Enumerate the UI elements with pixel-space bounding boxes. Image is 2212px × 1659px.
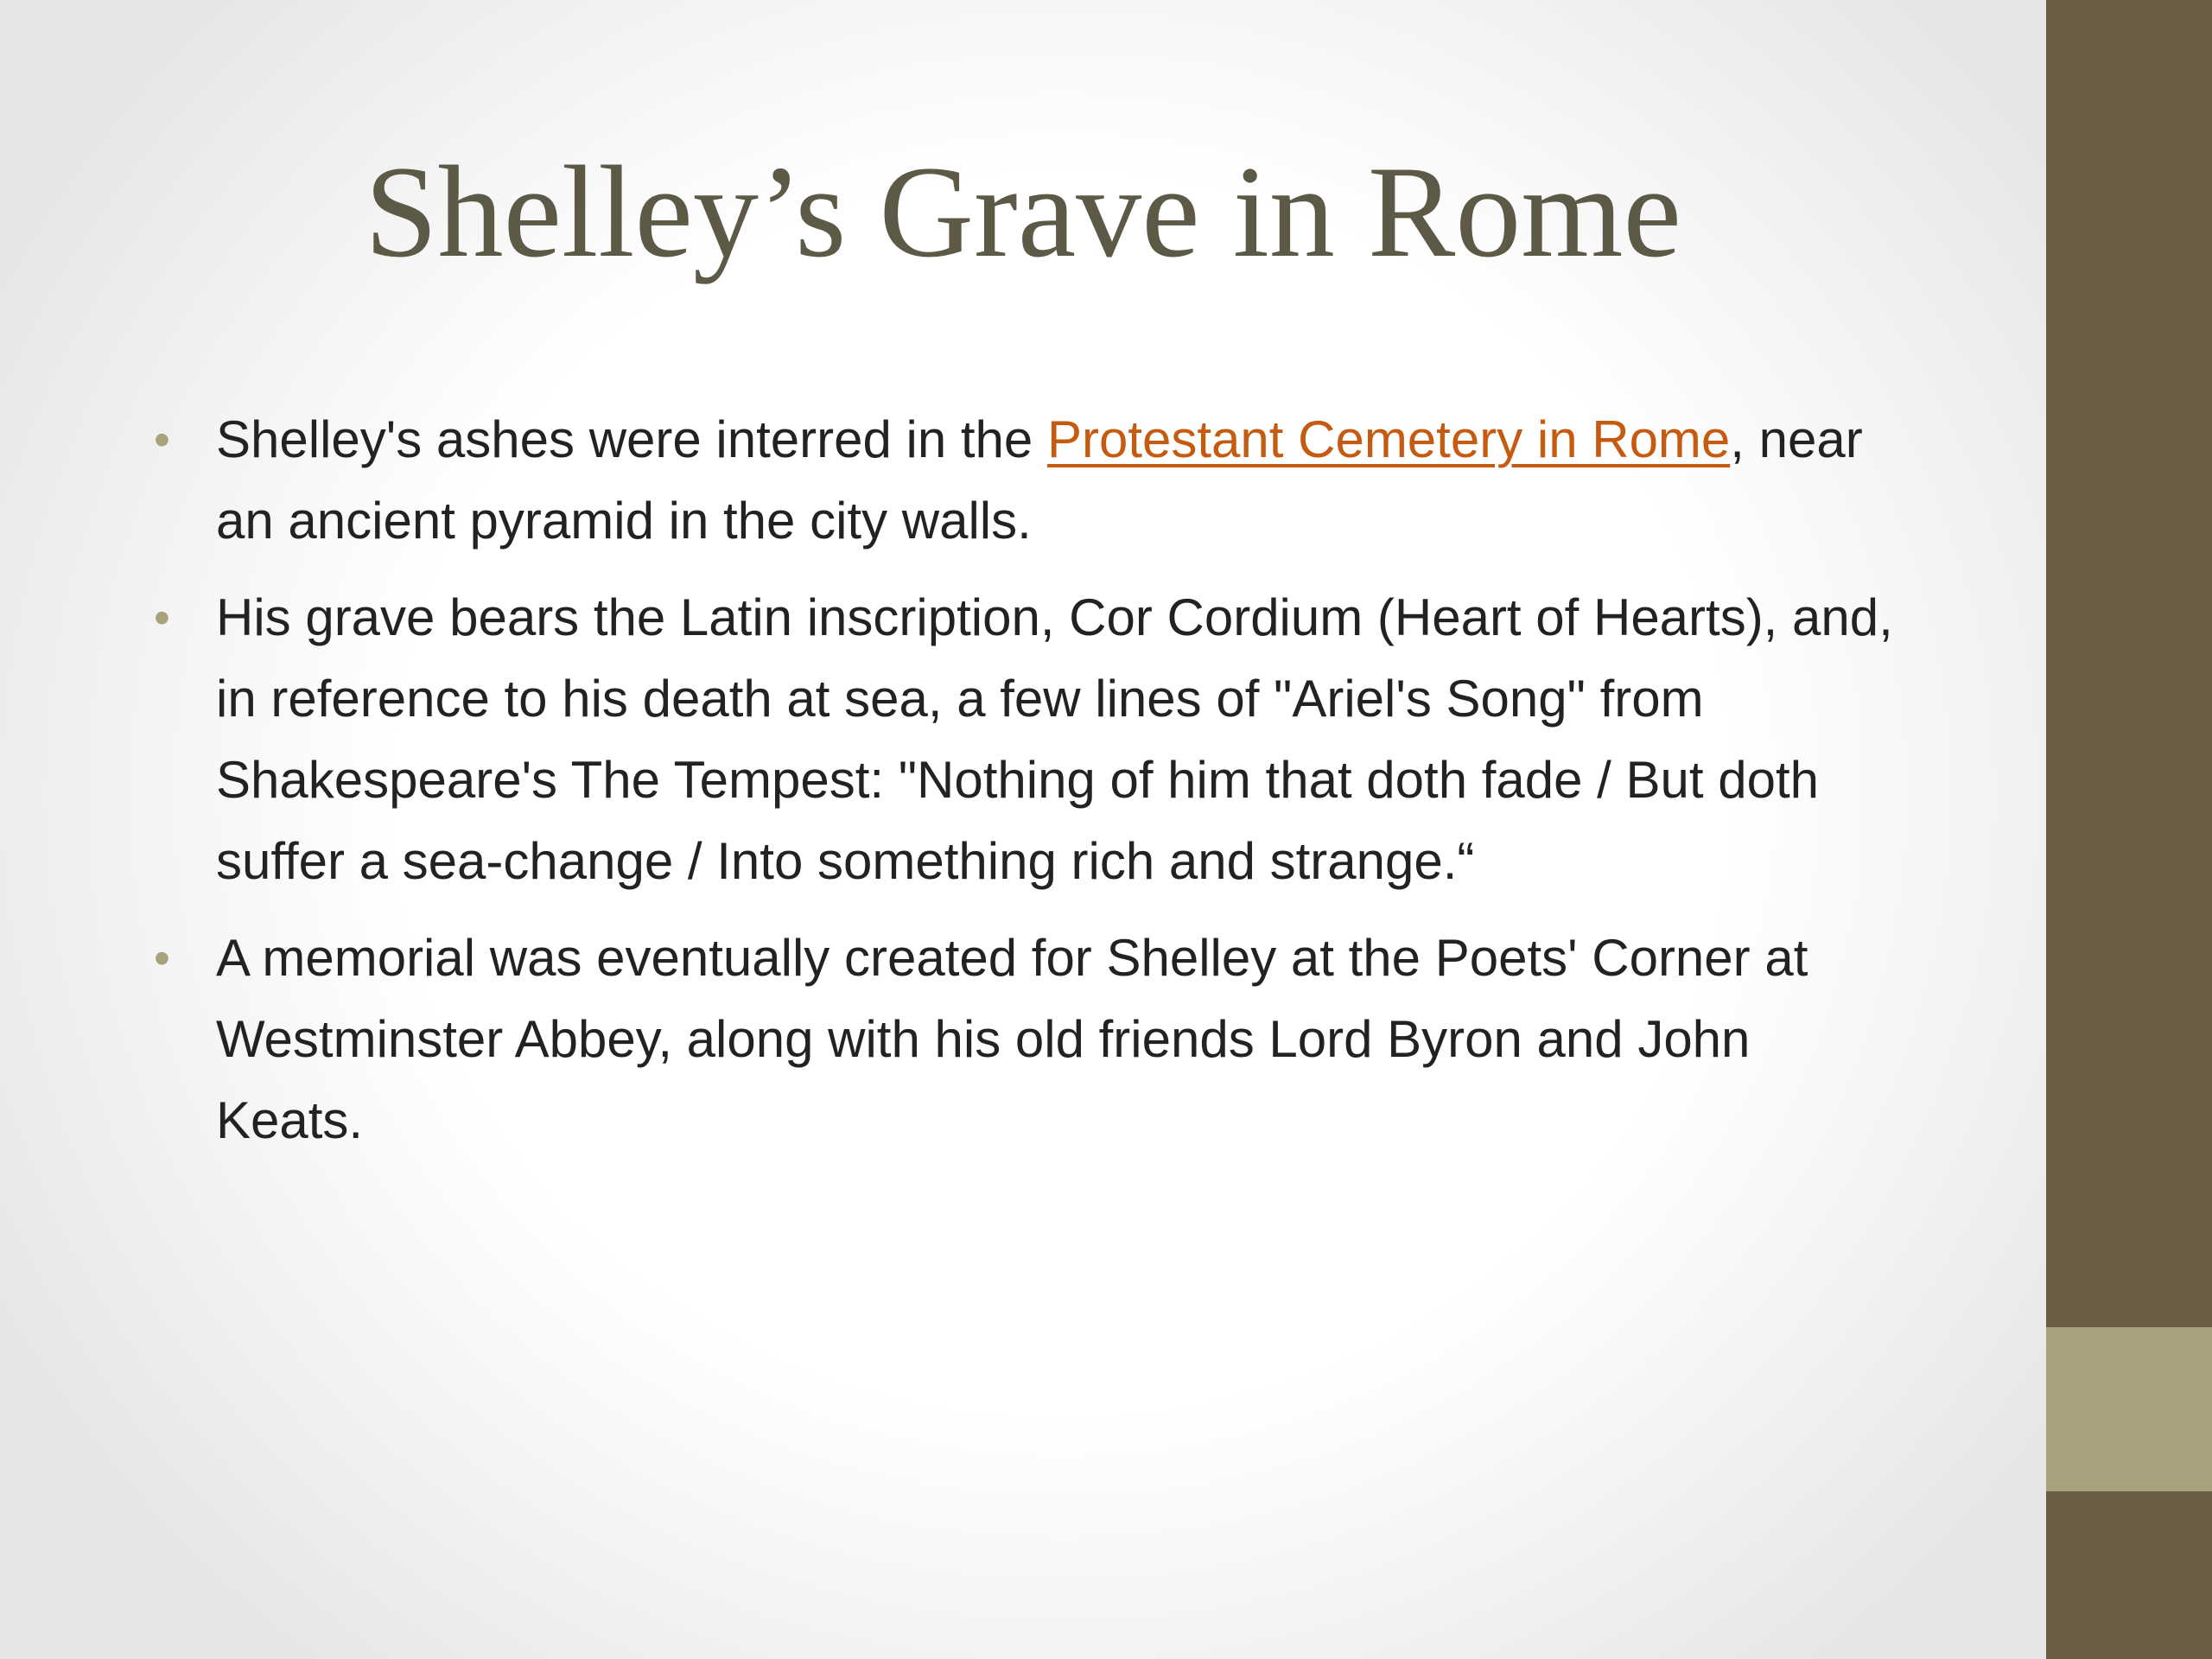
slide-title: Shelley’s Grave in Rome	[365, 139, 1681, 284]
bullet-text: A memorial was eventually created for Shelley at the Poets' Corner at Westminster Abbey, along with his old friends Lord Byron and John Keats.	[216, 929, 1808, 1149]
bullet-item-3	[154, 918, 1910, 1161]
bullet-text: His grave bears the Latin inscription, Cor Cordium (Heart of Hearts), and, in reference to his death at sea, a few lines of "Ariel's Song" from Shakespeare's The Tempest: "Nothing of him that doth fade / But doth suffer a sea-change / Into something rich and strange.“	[216, 588, 1893, 890]
bullet-text-before-link: Shelley's ashes were interred in the	[216, 410, 1047, 468]
bullet-marker: •	[154, 932, 170, 984]
bullet-list	[154, 399, 1910, 1177]
bullet-item-1	[154, 399, 1910, 562]
bullet-marker: •	[154, 414, 170, 466]
bullet-item-2	[154, 577, 1910, 902]
bullet-text-after-link: , near an ancient pyramid in the city walls.	[216, 410, 1863, 550]
bullet-marker: •	[154, 592, 170, 644]
side-decoration-band	[2046, 1327, 2212, 1491]
protestant-cemetery-link[interactable]: Protestant Cemetery in Rome	[1046, 410, 1731, 468]
